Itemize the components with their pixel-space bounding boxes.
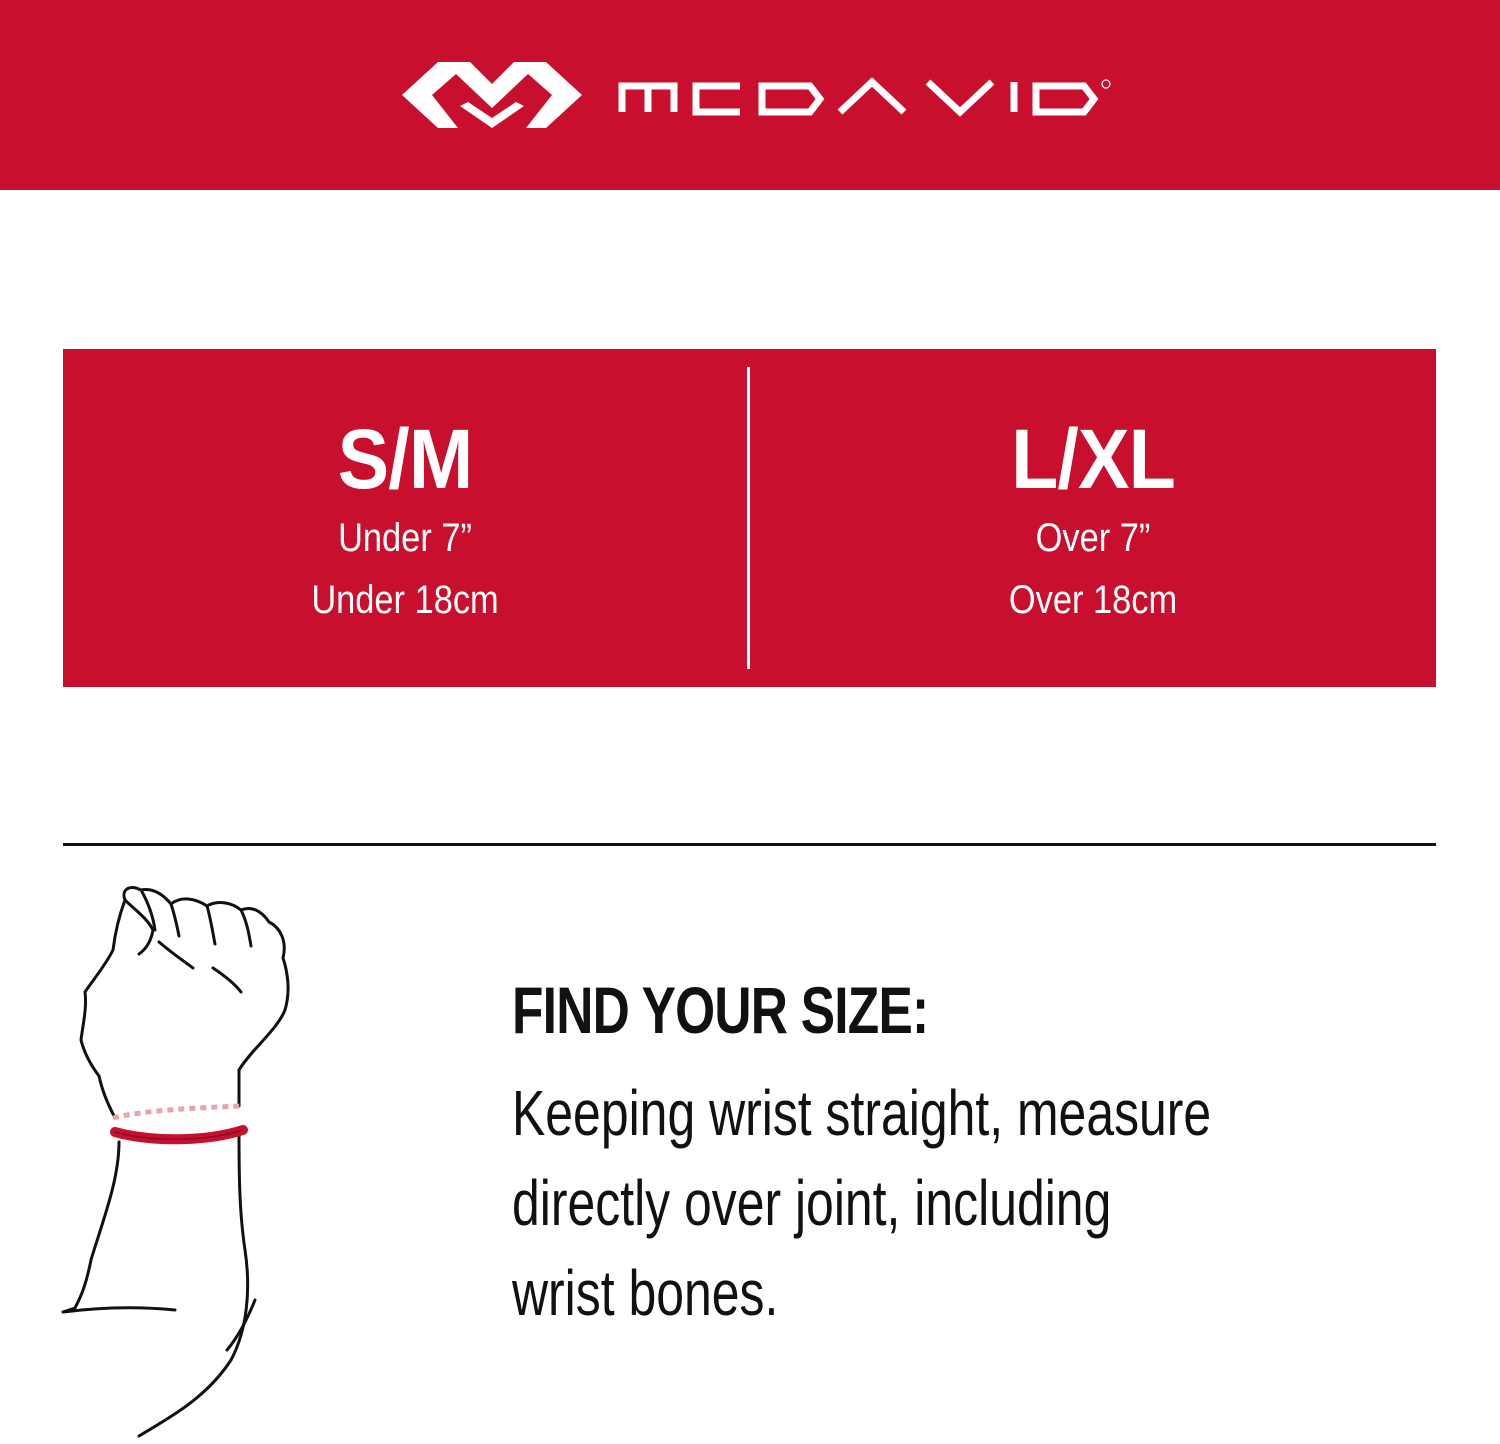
section-divider [63, 843, 1436, 846]
mcdavid-m-logo-icon [400, 58, 1120, 132]
size-option-sm [155, 411, 655, 631]
size-label: S/M [337, 412, 473, 506]
brand-header [0, 0, 1500, 190]
find-size-title: FIND YOUR SIZE: [512, 973, 929, 1047]
find-size-instructions [512, 1068, 1292, 1338]
size-metric: Over 18cm [1008, 578, 1178, 622]
arm-illustration [55, 880, 375, 1439]
brand-logo [400, 58, 1120, 132]
size-divider [747, 367, 750, 669]
instruction-line: wrist bones. [512, 1257, 779, 1329]
size-imperial: Over 7” [1035, 516, 1151, 560]
size-label: L/XL [1011, 412, 1175, 506]
size-chart-panel [63, 349, 1436, 687]
instruction-line: Keeping wrist straight, measure [512, 1077, 1212, 1149]
size-option-lxl [843, 411, 1343, 631]
arm-wrist-measure-icon [55, 880, 375, 1439]
size-imperial: Under 7” [338, 516, 472, 560]
instruction-line: directly over joint, including [512, 1167, 1112, 1239]
size-metric: Under 18cm [311, 578, 499, 622]
